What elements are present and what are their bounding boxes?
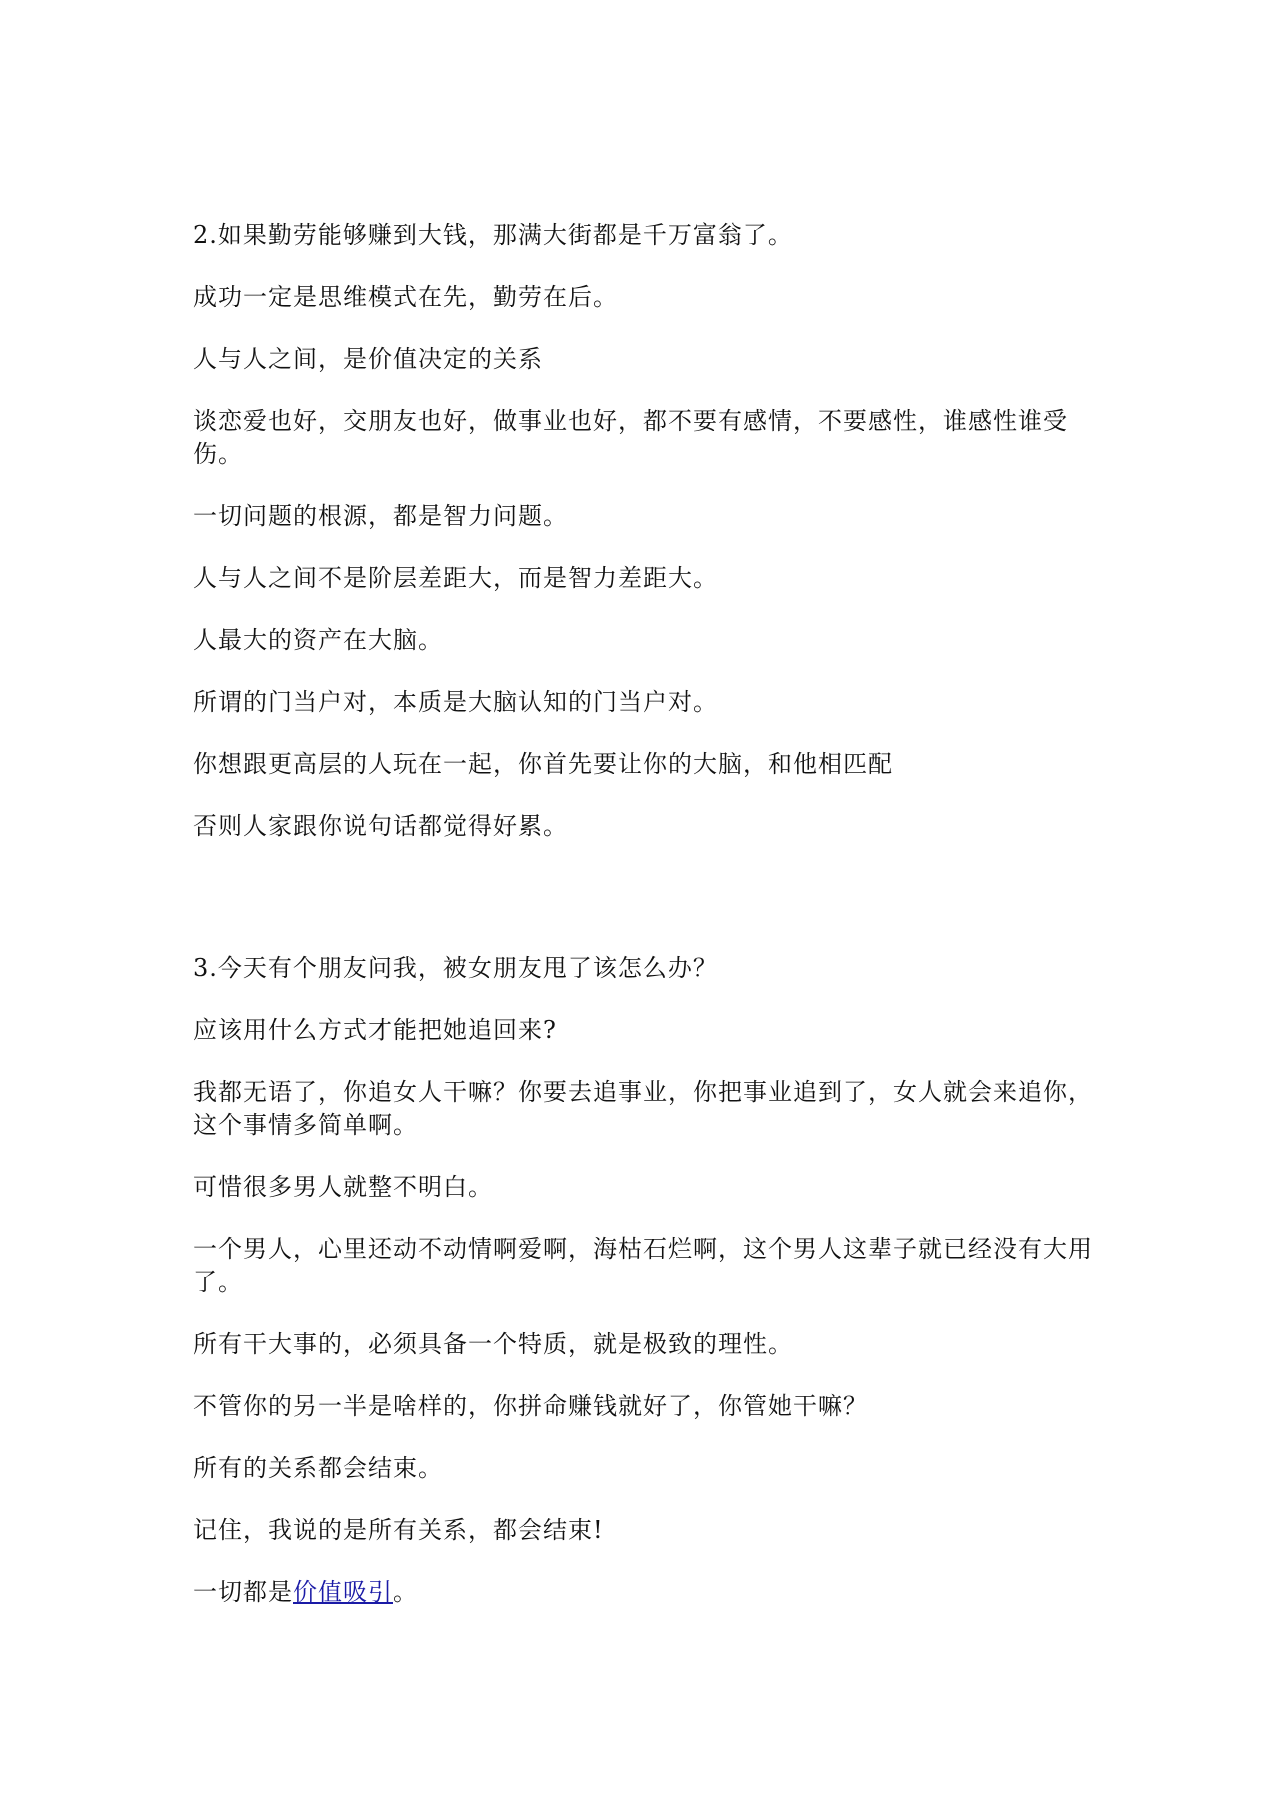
paragraph: 人最大的资产在大脑。 [193,626,443,654]
paragraph: 人与人之间，是价值决定的关系 [193,345,543,373]
last-paragraph [193,1576,1093,1609]
paragraph: 一切问题的根源，都是智力问题。 [193,502,568,530]
paragraph: 一个男人，心里还动不动情啊爱啊，海枯石烂啊，这个男人这辈子就已经没有大用了。 [193,1235,1093,1296]
paragraph: 所有的关系都会结束。 [193,1454,443,1482]
paragraph: 人与人之间不是阶层差距大，而是智力差距大。 [193,564,718,592]
paragraph: 3.今天有个朋友问我，被女朋友甩了该怎么办？ [193,954,718,982]
last-line-suffix: 。 [393,1578,418,1606]
last-line-prefix: 一切都是 [193,1578,293,1606]
paragraph: 记住，我说的是所有关系，都会结束! [193,1516,604,1544]
paragraph: 所谓的门当户对，本质是大脑认知的门当户对。 [193,688,718,716]
paragraph: 你想跟更高层的人玩在一起，你首先要让你的大脑，和他相匹配 [193,750,893,778]
paragraph: 成功一定是思维模式在先，勤劳在后。 [193,283,618,311]
value-attraction-link[interactable]: 价值吸引 [293,1578,393,1606]
section-3 [193,952,1093,1638]
section-2 [193,219,1093,872]
paragraph: 2.如果勤劳能够赚到大钱，那满大街都是千万富翁了。 [193,221,793,249]
paragraph: 我都无语了，你追女人干嘛？你要去追事业，你把事业追到了，女人就会来追你，这个事情多简单啊。 [193,1078,1093,1139]
paragraph: 不管你的另一半是啥样的，你拼命赚钱就好了，你管她干嘛？ [193,1392,868,1420]
paragraph: 所有干大事的，必须具备一个特质，就是极致的理性。 [193,1330,793,1358]
paragraph: 应该用什么方式才能把她追回来? [193,1016,557,1044]
paragraph: 谈恋爱也好，交朋友也好，做事业也好，都不要有感情，不要感性，谁感性谁受伤。 [193,407,1068,468]
paragraph: 可惜很多男人就整不明白。 [193,1173,493,1201]
paragraph: 否则人家跟你说句话都觉得好累。 [193,812,568,840]
